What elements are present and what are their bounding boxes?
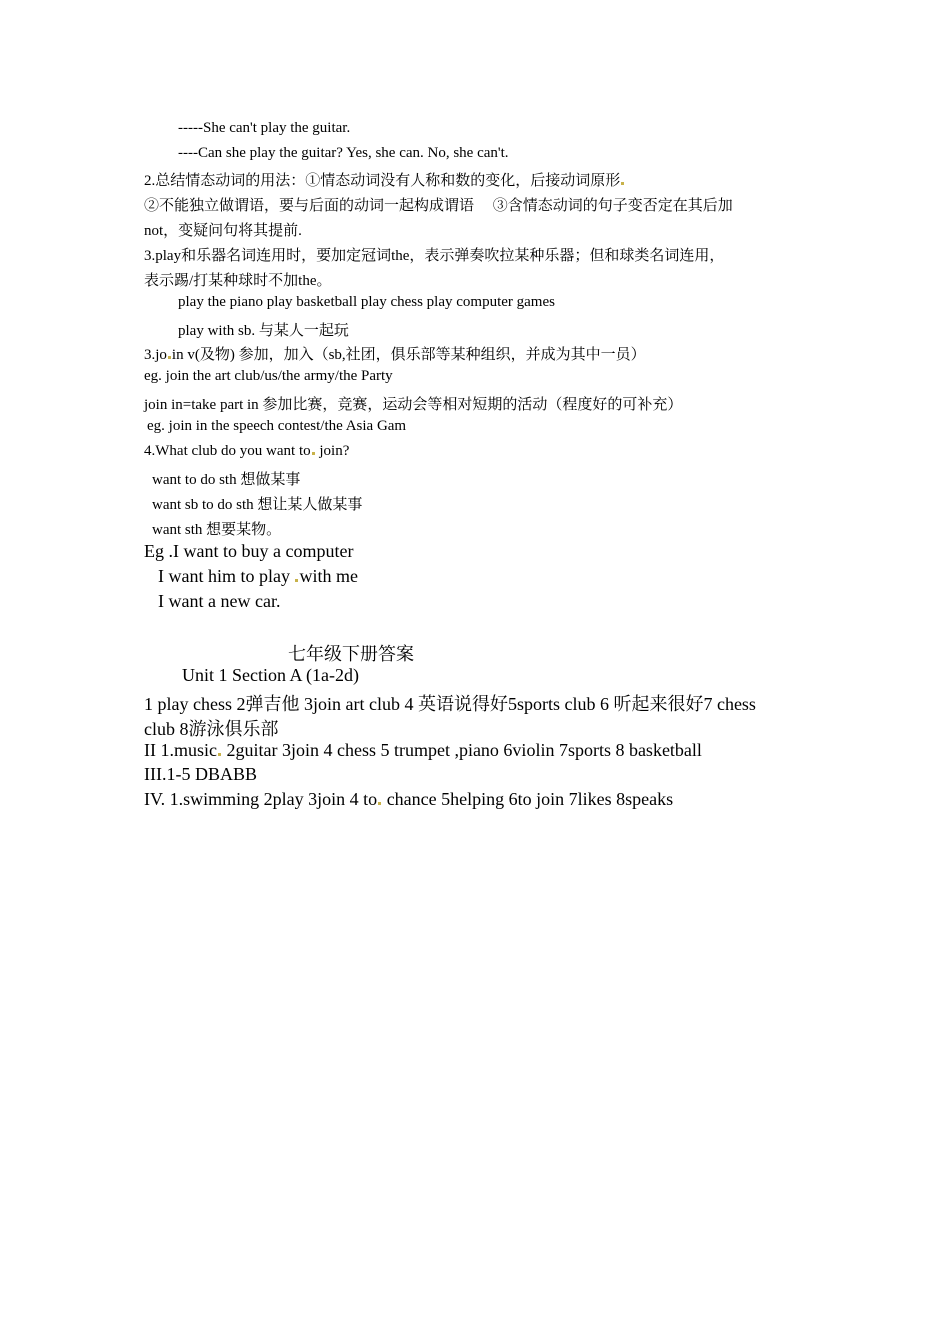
answers-part-1-cont: club 8游泳俱乐部 [144,719,279,739]
example-join: eg. join the art club/us/the army/the Party [144,368,393,384]
answers-part-4-text: chance 5helping 6to join 7likes 8speaks [382,789,674,809]
example-join-in: eg. join in the speech contest/the Asia Gam [147,418,407,434]
example-want-1: Eg .I want to buy a computer [144,541,354,561]
example-play-with: play with sb. 与某人一起玩 [178,323,349,339]
example-want-2-suffix: with me [299,566,358,586]
example-want-2-prefix: I want him to play [158,566,290,586]
answers-part-2 [144,740,702,761]
phrase-want-to-do: want to do sth 想做某事 [152,472,301,488]
answers-part-2-prefix: II 1.music [144,740,217,760]
answers-title: 七年级下册答案 [288,644,414,664]
note-join-prefix: 3.jo [144,347,167,363]
example-negative: -----She can't play the guitar. [178,120,351,136]
answers-part-4 [144,789,673,810]
answers-part-3: III.1-5 DBABB [144,764,257,784]
note-play-instruments-2: 表示踢/打某种球时不加the。 [144,273,332,289]
note-what-club-suffix: join? [315,443,350,459]
marker-dot [378,802,381,805]
note-modal-verbs-text: 2.总结情态动词的用法：①情态动词没有人称和数的变化，后接动词原形 [144,173,621,189]
note-modal-verbs-3: not，变疑问句将其提前. [144,223,302,239]
note-play-instruments: 3.play和乐器名词连用时，要加定冠词the，表示弹奏吹拉某种乐器；但和球类名词连用， [144,248,725,264]
note-modal-verbs [144,169,625,190]
answers-part-2-text: 2guitar 3join 4 chess 5 trumpet ,piano 6violin 7sports 8 basketball [221,740,702,760]
example-question: ----Can she play the guitar? Yes, she can. No, she can't. [178,145,509,161]
marker-dot [621,182,624,185]
marker-dot [218,753,221,756]
note-what-club-prefix: 4.What club do you want to [144,443,311,459]
answers-part-4-prefix: IV. 1.swimming 2play 3join 4 to [144,789,378,809]
note-join-text: in v(及物) 参加，加入（sb,社团，俱乐部等某种组织，并成为其中一员） [171,347,646,363]
example-want-2 [158,566,358,587]
example-want-3: I want a new car. [158,591,281,611]
note-modal-verbs-2: ②不能独立做谓语，要与后面的动词一起构成谓语 ③含情态动词的句子变否定在其后加 [144,198,733,214]
note-join [144,343,646,364]
example-play-phrases: play the piano play basketball play chess play computer games [178,294,555,310]
phrase-want-sb-to-do: want sb to do sth 想让某人做某事 [152,497,363,513]
note-join-in: join in=take part in 参加比赛，竞赛，运动会等相对短期的活动（程度好的可补充） [144,397,683,413]
marker-dot [168,356,171,359]
answers-unit-heading: Unit 1 Section A (1a-2d) [182,665,359,685]
answers-part-1: 1 play chess 2弹吉他 3join art club 4 英语说得好5sports club 6 听起来很好7 chess [144,694,756,714]
phrase-want-sth: want sth 想要某物。 [152,522,282,538]
note-what-club [144,443,349,460]
marker-dot [312,452,315,455]
